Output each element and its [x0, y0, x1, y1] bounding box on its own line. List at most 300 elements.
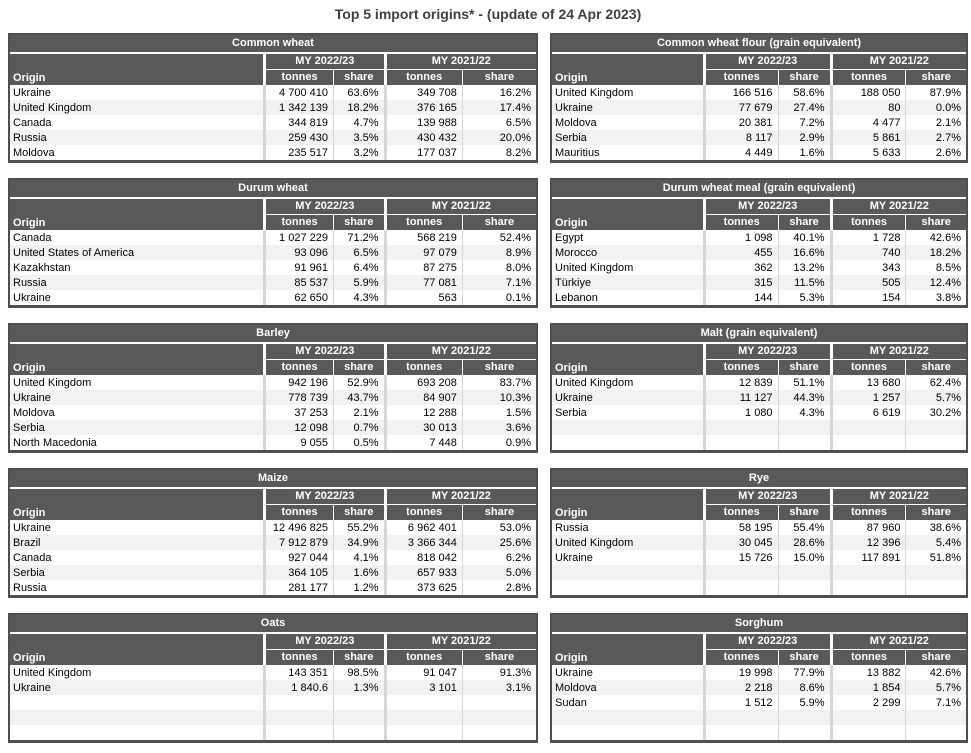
tonnes-cell: 4 449	[704, 145, 778, 160]
origin-header: Origin	[552, 344, 704, 375]
table-title: Malt (grain equivalent)	[552, 325, 966, 342]
tonnes-cell: 84 907	[385, 390, 462, 405]
tonnes-cell: 80	[831, 100, 906, 115]
year-header-row	[10, 344, 536, 359]
share-cell: 13.2%	[778, 260, 831, 275]
share-cell: 55.2%	[333, 520, 385, 535]
import-origins-table	[10, 199, 536, 305]
table-title: Durum wheat meal (grain equivalent)	[552, 180, 966, 197]
share-cell: 2.8%	[462, 580, 536, 595]
table-row	[10, 115, 536, 130]
year-header-row	[10, 54, 536, 69]
my-2022-23-header: MY 2022/23	[704, 199, 831, 214]
tonnes-cell: 62 650	[265, 290, 334, 305]
tonnes-header: tonnes	[385, 69, 462, 85]
share-cell: 17.4%	[462, 100, 536, 115]
table-common-wheat	[8, 33, 538, 163]
share-cell: 63.6%	[333, 85, 385, 100]
tonnes-cell	[831, 565, 906, 580]
tables-grid	[8, 33, 968, 743]
table-row	[552, 535, 966, 550]
origin-cell: Ukraine	[10, 680, 265, 695]
tonnes-header: tonnes	[265, 214, 334, 230]
table-row	[552, 390, 966, 405]
tonnes-header: tonnes	[385, 649, 462, 665]
share-cell: 1.6%	[333, 565, 385, 580]
share-cell: 4.3%	[333, 290, 385, 305]
table-sorghum	[550, 613, 968, 743]
share-header: share	[462, 649, 536, 665]
origin-cell: United Kingdom	[10, 100, 265, 115]
tonnes-cell: 37 253	[265, 405, 334, 420]
tonnes-cell	[385, 710, 462, 725]
share-cell: 25.6%	[462, 535, 536, 550]
tonnes-cell: 12 098	[265, 420, 334, 435]
share-cell: 20.0%	[462, 130, 536, 145]
share-cell: 2.1%	[906, 115, 966, 130]
import-origins-table	[10, 344, 536, 450]
origin-cell: Ukraine	[552, 390, 704, 405]
tonnes-cell: 12 288	[385, 405, 462, 420]
table-row	[10, 565, 536, 580]
tonnes-cell: 77 081	[385, 275, 462, 290]
table-row	[10, 580, 536, 595]
origin-cell: Ukraine	[552, 665, 704, 680]
import-origins-table	[552, 199, 966, 305]
tonnes-cell: 7 912 879	[265, 535, 334, 550]
origin-cell: Ukraine	[10, 390, 265, 405]
tonnes-cell: 7 448	[385, 435, 462, 450]
tonnes-cell: 1 512	[704, 695, 778, 710]
origin-cell: Ukraine	[552, 550, 704, 565]
tonnes-cell: 188 050	[831, 85, 906, 100]
origin-cell: Mauritius	[552, 145, 704, 160]
share-cell: 71.2%	[333, 230, 385, 245]
tonnes-cell: 13 680	[831, 375, 906, 390]
table-row	[552, 145, 966, 160]
origin-cell: Moldova	[10, 405, 265, 420]
table-row	[552, 435, 966, 450]
tonnes-cell: 11 127	[704, 390, 778, 405]
my-2022-23-header: MY 2022/23	[704, 54, 831, 69]
origin-header: Origin	[10, 344, 265, 375]
tonnes-cell: 12 496 825	[265, 520, 334, 535]
share-cell	[333, 695, 385, 710]
origin-cell: North Macedonia	[10, 435, 265, 450]
table-row	[10, 230, 536, 245]
table-row	[552, 665, 966, 680]
table-common-wheat-flour-grain-equivalent	[550, 33, 968, 163]
tonnes-cell: 4 700 410	[265, 85, 334, 100]
tonnes-cell: 568 219	[385, 230, 462, 245]
table-row	[552, 580, 966, 595]
tonnes-cell: 927 044	[265, 550, 334, 565]
share-cell: 42.6%	[906, 230, 966, 245]
tonnes-cell: 77 679	[704, 100, 778, 115]
share-cell	[778, 725, 831, 740]
year-header-row	[552, 489, 966, 504]
origin-cell: Ukraine	[10, 85, 265, 100]
tonnes-cell: 1 027 229	[265, 230, 334, 245]
share-cell: 40.1%	[778, 230, 831, 245]
import-origins-table	[552, 54, 966, 160]
share-cell: 5.9%	[778, 695, 831, 710]
table-row	[10, 420, 536, 435]
origin-cell	[10, 725, 265, 740]
table-row	[552, 565, 966, 580]
origin-cell: Russia	[552, 520, 704, 535]
tonnes-cell: 505	[831, 275, 906, 290]
table-row	[10, 275, 536, 290]
import-origins-table	[10, 489, 536, 595]
tonnes-cell: 58 195	[704, 520, 778, 535]
table-row	[10, 665, 536, 680]
share-cell: 5.7%	[906, 390, 966, 405]
table-title: Rye	[552, 470, 966, 487]
table-row	[10, 520, 536, 535]
table-row	[552, 550, 966, 565]
tonnes-cell: 1 342 139	[265, 100, 334, 115]
origin-cell: Serbia	[10, 565, 265, 580]
tonnes-cell: 349 708	[385, 85, 462, 100]
tonnes-cell	[704, 725, 778, 740]
tonnes-header: tonnes	[831, 649, 906, 665]
table-row	[552, 245, 966, 260]
tonnes-cell: 30 045	[704, 535, 778, 550]
share-cell: 55.4%	[778, 520, 831, 535]
import-origins-table	[10, 54, 536, 160]
tonnes-cell: 818 042	[385, 550, 462, 565]
tonnes-cell: 6 962 401	[385, 520, 462, 535]
origin-cell: Türkiye	[552, 275, 704, 290]
share-header: share	[906, 649, 966, 665]
table-row	[10, 85, 536, 100]
tonnes-cell: 235 517	[265, 145, 334, 160]
tonnes-header: tonnes	[831, 504, 906, 520]
tonnes-cell: 13 882	[831, 665, 906, 680]
origin-cell	[552, 580, 704, 595]
tonnes-cell: 3 101	[385, 680, 462, 695]
tonnes-cell: 1 080	[704, 405, 778, 420]
my-2021-22-header: MY 2021/22	[831, 54, 966, 69]
table-row	[552, 375, 966, 390]
tonnes-cell	[265, 725, 334, 740]
tonnes-cell: 9 055	[265, 435, 334, 450]
origin-cell: Canada	[10, 230, 265, 245]
share-cell	[778, 710, 831, 725]
tonnes-cell	[704, 565, 778, 580]
origin-cell: Kazakhstan	[10, 260, 265, 275]
origin-cell: Morocco	[552, 245, 704, 260]
table-row	[552, 85, 966, 100]
share-cell: 3.5%	[333, 130, 385, 145]
tonnes-cell	[831, 580, 906, 595]
tonnes-cell	[831, 710, 906, 725]
share-cell: 5.3%	[778, 290, 831, 305]
share-cell: 10.3%	[462, 390, 536, 405]
share-cell: 5.9%	[333, 275, 385, 290]
share-cell: 2.6%	[906, 145, 966, 160]
share-header: share	[333, 69, 385, 85]
year-header-row	[552, 199, 966, 214]
share-header: share	[333, 359, 385, 375]
tonnes-cell: 91 961	[265, 260, 334, 275]
share-cell: 30.2%	[906, 405, 966, 420]
table-row	[552, 230, 966, 245]
share-cell: 1.2%	[333, 580, 385, 595]
table-row	[10, 695, 536, 710]
share-header: share	[778, 504, 831, 520]
tonnes-cell: 85 537	[265, 275, 334, 290]
share-cell: 12.4%	[906, 275, 966, 290]
share-cell: 51.8%	[906, 550, 966, 565]
share-cell	[462, 710, 536, 725]
table-title: Durum wheat	[10, 180, 536, 197]
table-row	[552, 130, 966, 145]
share-cell: 2.1%	[333, 405, 385, 420]
table-row	[552, 710, 966, 725]
origin-cell: Ukraine	[10, 290, 265, 305]
share-cell: 0.7%	[333, 420, 385, 435]
origin-cell: United Kingdom	[10, 375, 265, 390]
tonnes-cell: 373 625	[385, 580, 462, 595]
my-2021-22-header: MY 2021/22	[831, 344, 966, 359]
share-cell: 91.3%	[462, 665, 536, 680]
origin-cell: United Kingdom	[552, 260, 704, 275]
table-row	[10, 680, 536, 695]
tonnes-cell	[265, 695, 334, 710]
table-durum-wheat-meal-grain-equivalent	[550, 178, 968, 308]
tonnes-cell: 2 299	[831, 695, 906, 710]
my-2021-22-header: MY 2021/22	[831, 489, 966, 504]
tonnes-cell: 455	[704, 245, 778, 260]
table-row	[10, 290, 536, 305]
tonnes-cell: 343	[831, 260, 906, 275]
tonnes-cell: 430 432	[385, 130, 462, 145]
table-row	[10, 550, 536, 565]
my-2022-23-header: MY 2022/23	[265, 634, 385, 649]
share-cell: 3.8%	[906, 290, 966, 305]
table-title: Maize	[10, 470, 536, 487]
tonnes-cell	[831, 725, 906, 740]
tonnes-header: tonnes	[385, 359, 462, 375]
table-row	[552, 520, 966, 535]
share-cell: 3.2%	[333, 145, 385, 160]
origin-cell: Serbia	[10, 420, 265, 435]
table-title: Common wheat	[10, 35, 536, 52]
tonnes-header: tonnes	[831, 214, 906, 230]
origin-cell: Serbia	[552, 130, 704, 145]
tonnes-cell: 143 351	[265, 665, 334, 680]
share-cell: 87.9%	[906, 85, 966, 100]
table-row	[10, 260, 536, 275]
my-2022-23-header: MY 2022/23	[704, 489, 831, 504]
origin-cell: Lebanon	[552, 290, 704, 305]
table-title: Common wheat flour (grain equivalent)	[552, 35, 966, 52]
origin-cell: United Kingdom	[552, 535, 704, 550]
tonnes-cell: 177 037	[385, 145, 462, 160]
share-cell	[906, 435, 966, 450]
share-cell: 0.1%	[462, 290, 536, 305]
origin-cell: Canada	[10, 550, 265, 565]
share-cell: 4.1%	[333, 550, 385, 565]
origin-cell: United Kingdom	[552, 85, 704, 100]
share-header: share	[906, 504, 966, 520]
origin-cell: Serbia	[552, 405, 704, 420]
my-2021-22-header: MY 2021/22	[385, 54, 536, 69]
origin-cell: Canada	[10, 115, 265, 130]
tonnes-cell: 6 619	[831, 405, 906, 420]
share-cell: 5.4%	[906, 535, 966, 550]
my-2022-23-header: MY 2022/23	[704, 344, 831, 359]
share-cell	[462, 695, 536, 710]
tonnes-cell: 1 840.6	[265, 680, 334, 695]
tonnes-header: tonnes	[831, 69, 906, 85]
tonnes-cell: 19 998	[704, 665, 778, 680]
share-cell: 53.0%	[462, 520, 536, 535]
tonnes-cell	[704, 420, 778, 435]
table-maize	[8, 468, 538, 598]
share-cell: 6.5%	[333, 245, 385, 260]
table-row	[10, 405, 536, 420]
my-2021-22-header: MY 2021/22	[385, 489, 536, 504]
share-cell: 1.3%	[333, 680, 385, 695]
tonnes-cell	[704, 435, 778, 450]
origin-cell	[10, 695, 265, 710]
year-header-row	[552, 344, 966, 359]
share-cell: 28.6%	[778, 535, 831, 550]
tonnes-cell: 30 013	[385, 420, 462, 435]
origin-cell: United Kingdom	[10, 665, 265, 680]
import-origins-table	[552, 344, 966, 450]
origin-cell: United States of America	[10, 245, 265, 260]
my-2021-22-header: MY 2021/22	[831, 199, 966, 214]
tonnes-cell: 693 208	[385, 375, 462, 390]
share-cell: 8.0%	[462, 260, 536, 275]
origin-cell: Brazil	[10, 535, 265, 550]
tonnes-cell	[704, 710, 778, 725]
origin-cell	[552, 725, 704, 740]
table-row	[552, 115, 966, 130]
share-cell	[906, 565, 966, 580]
tonnes-cell	[704, 580, 778, 595]
share-cell: 6.2%	[462, 550, 536, 565]
origin-cell: Sudan	[552, 695, 704, 710]
share-cell: 11.5%	[778, 275, 831, 290]
share-cell: 8.9%	[462, 245, 536, 260]
share-header: share	[462, 69, 536, 85]
origin-header: Origin	[10, 54, 265, 85]
share-cell: 6.5%	[462, 115, 536, 130]
tonnes-header: tonnes	[704, 504, 778, 520]
tonnes-cell: 12 839	[704, 375, 778, 390]
tonnes-cell: 97 079	[385, 245, 462, 260]
share-cell	[778, 565, 831, 580]
tonnes-header: tonnes	[265, 504, 334, 520]
year-header-row	[552, 634, 966, 649]
share-header: share	[778, 69, 831, 85]
my-2022-23-header: MY 2022/23	[265, 344, 385, 359]
tonnes-cell: 376 165	[385, 100, 462, 115]
tonnes-cell: 1 728	[831, 230, 906, 245]
tonnes-cell: 8 117	[704, 130, 778, 145]
tonnes-cell	[831, 435, 906, 450]
share-cell: 38.6%	[906, 520, 966, 535]
tonnes-cell: 4 477	[831, 115, 906, 130]
tonnes-header: tonnes	[265, 649, 334, 665]
share-cell: 16.6%	[778, 245, 831, 260]
share-header: share	[462, 359, 536, 375]
tonnes-cell	[385, 725, 462, 740]
origin-cell: Ukraine	[10, 520, 265, 535]
table-row	[10, 130, 536, 145]
tonnes-header: tonnes	[704, 649, 778, 665]
import-origins-table	[552, 634, 966, 740]
share-cell	[333, 725, 385, 740]
my-2022-23-header: MY 2022/23	[265, 54, 385, 69]
share-cell	[906, 725, 966, 740]
share-cell: 8.5%	[906, 260, 966, 275]
share-cell	[906, 420, 966, 435]
tonnes-cell: 259 430	[265, 130, 334, 145]
tonnes-cell: 166 516	[704, 85, 778, 100]
tonnes-header: tonnes	[831, 359, 906, 375]
table-row	[552, 725, 966, 740]
table-malt-grain-equivalent	[550, 323, 968, 453]
origin-cell: Egypt	[552, 230, 704, 245]
share-cell	[778, 580, 831, 595]
year-header-row	[10, 489, 536, 504]
page-title: Top 5 import origins* - (update of 24 Apr 2023)	[334, 6, 642, 22]
origin-header: Origin	[10, 489, 265, 520]
my-2022-23-header: MY 2022/23	[704, 634, 831, 649]
tonnes-cell: 139 988	[385, 115, 462, 130]
origin-cell: Russia	[10, 275, 265, 290]
origin-cell	[552, 435, 704, 450]
table-title: Sorghum	[552, 615, 966, 632]
tonnes-header: tonnes	[704, 214, 778, 230]
tonnes-cell: 91 047	[385, 665, 462, 680]
table-title: Oats	[10, 615, 536, 632]
share-header: share	[778, 649, 831, 665]
share-cell: 51.1%	[778, 375, 831, 390]
table-row	[10, 725, 536, 740]
share-header: share	[333, 649, 385, 665]
share-header: share	[906, 69, 966, 85]
table-row	[10, 145, 536, 160]
origin-header: Origin	[552, 54, 704, 85]
share-cell: 0.9%	[462, 435, 536, 450]
import-origins-table	[552, 489, 966, 595]
tonnes-cell: 5 633	[831, 145, 906, 160]
tonnes-cell: 5 861	[831, 130, 906, 145]
share-cell: 52.9%	[333, 375, 385, 390]
share-cell: 4.7%	[333, 115, 385, 130]
table-row	[552, 100, 966, 115]
share-header: share	[462, 214, 536, 230]
tonnes-cell: 344 819	[265, 115, 334, 130]
table-row	[10, 100, 536, 115]
table-barley	[8, 323, 538, 453]
share-cell: 5.0%	[462, 565, 536, 580]
share-cell: 0.0%	[906, 100, 966, 115]
table-oats	[8, 613, 538, 743]
share-cell: 3.6%	[462, 420, 536, 435]
tonnes-cell	[265, 710, 334, 725]
tonnes-cell: 740	[831, 245, 906, 260]
share-cell: 98.5%	[333, 665, 385, 680]
share-cell: 18.2%	[333, 100, 385, 115]
